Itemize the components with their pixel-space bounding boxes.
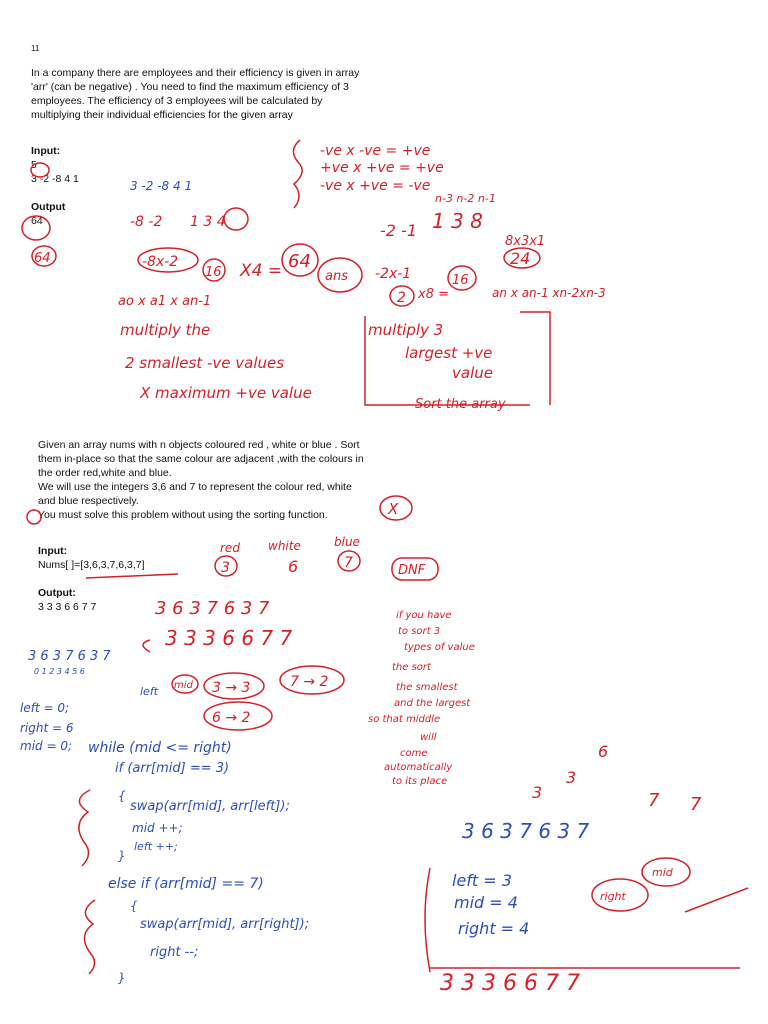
arrow-mark bbox=[143, 640, 150, 652]
dnf-note: if you have bbox=[396, 610, 452, 621]
value-2: 2 bbox=[397, 290, 406, 306]
code-line: } bbox=[118, 849, 126, 863]
problem-2-input-value: Nums[ ]=[3,6,3,7,6,3,7] bbox=[38, 559, 145, 571]
pos-triple: 1 3 4 bbox=[190, 214, 226, 230]
red-value: 3 bbox=[221, 560, 230, 576]
color-name: blue bbox=[334, 535, 360, 549]
sign-rule: -ve x -ve = +ve bbox=[320, 143, 431, 159]
product-neg2: -2x-1 bbox=[375, 266, 412, 282]
x-mark: X bbox=[388, 500, 399, 518]
white-value: 6 bbox=[288, 557, 299, 576]
dnf-note: so that middle bbox=[368, 714, 441, 725]
product-circle bbox=[138, 248, 198, 272]
right-circle bbox=[592, 879, 648, 911]
dnf-note: will bbox=[420, 732, 437, 743]
neg-product: -8x-2 bbox=[142, 254, 179, 270]
dnf-note: to its place bbox=[392, 776, 448, 787]
code-line: mid = 0; bbox=[20, 739, 73, 753]
problem-2-line: them in-place so that the same colour are adjacent ,with the colours in bbox=[38, 453, 364, 465]
sequence-2: 3 3 3 6 6 7 7 bbox=[165, 626, 293, 650]
circle-16 bbox=[448, 266, 476, 290]
brace-mark bbox=[79, 790, 90, 866]
index-labels: n-3 n-2 n-1 bbox=[435, 192, 496, 205]
triple-top: 1 3 8 bbox=[432, 209, 483, 233]
code-line: right = 6 bbox=[20, 721, 74, 735]
problem-1-output-label: Output bbox=[31, 201, 66, 213]
problem-1 bbox=[31, 66, 361, 228]
code-line: else if (arr[mid] == 7) bbox=[108, 876, 264, 892]
formula-2: an x an-1 xn-2xn-3 bbox=[492, 286, 606, 300]
dnf-box bbox=[392, 558, 438, 580]
problem-1-output-value: 64 bbox=[31, 215, 43, 227]
times-eight: x8 = bbox=[418, 287, 449, 302]
sign-rule: -ve x +ve = -ve bbox=[320, 178, 431, 194]
times-four: X4 = bbox=[240, 261, 283, 281]
problem-2-line: Given an array nums with n objects coloured red , white or blue . Sort bbox=[38, 439, 360, 451]
problem-1-input-n: 5 bbox=[31, 159, 37, 171]
map-3: 6 → 2 bbox=[212, 710, 251, 726]
result-circle bbox=[282, 244, 318, 276]
dnf-note: the sort bbox=[392, 662, 431, 673]
formula: ao x a1 x an-1 bbox=[118, 294, 212, 309]
dnf-label: DNF bbox=[398, 563, 426, 578]
value-16: 16 bbox=[452, 273, 469, 288]
blue-indexes: 0 1 2 3 4 5 6 bbox=[34, 667, 85, 676]
mid-circle bbox=[172, 675, 198, 693]
dnf-note: automatically bbox=[384, 762, 453, 773]
map-circle bbox=[204, 702, 272, 730]
stroke-mark bbox=[685, 888, 748, 912]
value-24: 24 bbox=[510, 249, 531, 268]
trace-mark: 3 bbox=[532, 783, 543, 802]
code-line: right --; bbox=[150, 945, 199, 960]
dnf-note: the smallest bbox=[396, 682, 458, 693]
answer-circle bbox=[32, 246, 56, 266]
sixteen: 16 bbox=[205, 265, 222, 280]
product-24: 8x3x1 bbox=[505, 234, 546, 249]
bracket-line bbox=[425, 868, 430, 972]
code-line: mid ++; bbox=[132, 821, 183, 835]
note-line: value bbox=[452, 364, 493, 382]
code-line: } bbox=[118, 971, 126, 985]
mid-label: mid bbox=[652, 866, 673, 879]
map-circle bbox=[204, 673, 264, 699]
final-row: 3 3 3 6 6 7 7 bbox=[440, 971, 580, 996]
problem-2-output-value: 3 3 3 6 6 7 7 bbox=[38, 601, 97, 613]
note-line: 2 smallest -ve values bbox=[125, 354, 285, 372]
dnf-note: to sort 3 bbox=[398, 626, 441, 637]
trace-var: right = 4 bbox=[458, 919, 530, 938]
problem-1-input-label: Input: bbox=[31, 145, 61, 157]
color-name: red bbox=[220, 541, 240, 555]
problem-2 bbox=[38, 438, 398, 614]
trace-mark: 6 bbox=[598, 742, 609, 761]
bracket-line bbox=[520, 312, 550, 405]
ans-label: ans bbox=[325, 269, 348, 284]
sort-note: Sort the array bbox=[415, 397, 506, 412]
problem-2-line: We will use the integers 3,6 and 7 to represent the colour red, white bbox=[38, 481, 352, 493]
right-label: right bbox=[600, 890, 626, 903]
page-number: 11 bbox=[31, 44, 40, 53]
code-line: swap(arr[mid], arr[left]); bbox=[130, 799, 290, 814]
map-1: 3 → 3 bbox=[212, 680, 251, 696]
left-label: left bbox=[140, 685, 159, 698]
value-circle bbox=[203, 259, 225, 281]
brace-mark bbox=[84, 900, 95, 974]
code-line: left = 0; bbox=[20, 701, 70, 715]
trace-var: left = 3 bbox=[452, 871, 512, 890]
note-line: largest +ve bbox=[405, 344, 493, 362]
sequence-1: 3 6 3 7 6 3 7 bbox=[155, 598, 270, 619]
map-2: 7 → 2 bbox=[290, 674, 329, 690]
problem-1-input-values: 3 -2 -8 4 1 bbox=[31, 173, 79, 185]
problem-2-input-label: Input: bbox=[38, 545, 68, 557]
note-line: X maximum +ve value bbox=[140, 384, 312, 402]
code-line: { bbox=[118, 789, 126, 803]
bracket-line bbox=[365, 316, 530, 405]
trace-row: 3 6 3 7 6 3 7 bbox=[462, 819, 590, 843]
mid-circle bbox=[642, 858, 690, 886]
map-circle bbox=[280, 666, 344, 694]
problem-2-line: You must solve this problem without using the sorting function. bbox=[38, 509, 328, 521]
pair-top: -2 -1 bbox=[380, 221, 417, 240]
problem-2-line: and blue respectively. bbox=[38, 495, 139, 507]
problem-1-statement: In a company there are employees and their efficiency is given in array 'arr' (can be negative) . You need to find the maximum efficiency of 3 employees. The efficiency of 3 employees will be calculated by multiplying their individual efficiencies for the given array bbox=[31, 67, 360, 121]
trace-mark: 7 bbox=[648, 790, 660, 811]
code-line: swap(arr[mid], arr[right]); bbox=[140, 917, 310, 932]
mid-label: mid bbox=[174, 680, 193, 691]
code-line: { bbox=[130, 899, 138, 913]
trace-mark: 3 bbox=[566, 768, 577, 787]
problem-2-line: the order red,white and blue. bbox=[38, 467, 172, 479]
trace-var: mid = 4 bbox=[454, 893, 518, 912]
code-line: left ++; bbox=[134, 840, 178, 853]
answer-value: 64 bbox=[34, 251, 51, 266]
dnf-note: and the largest bbox=[394, 698, 471, 709]
array-copy: 3 -2 -8 4 1 bbox=[130, 179, 193, 193]
neg-pair: -8 -2 bbox=[130, 214, 163, 230]
sign-rule: +ve x +ve = +ve bbox=[320, 160, 444, 176]
dnf-note: come bbox=[400, 748, 428, 759]
problem-2-output-label: Output: bbox=[38, 587, 76, 599]
circle-2 bbox=[390, 286, 414, 306]
color-name: white bbox=[268, 539, 301, 553]
trace-mark: 7 bbox=[690, 794, 702, 815]
note-line: multiply the bbox=[120, 321, 211, 339]
blue-value: 7 bbox=[344, 555, 353, 571]
note-line: multiply 3 bbox=[368, 321, 444, 339]
code-line: if (arr[mid] == 3) bbox=[115, 761, 230, 776]
result-64: 64 bbox=[288, 251, 311, 272]
ans-circle bbox=[318, 258, 362, 292]
dnf-note: types of value bbox=[404, 642, 475, 653]
code-line: while (mid <= right) bbox=[88, 740, 232, 756]
blue-sequence: 3 6 3 7 6 3 7 bbox=[28, 649, 111, 664]
circle-24 bbox=[504, 248, 540, 268]
